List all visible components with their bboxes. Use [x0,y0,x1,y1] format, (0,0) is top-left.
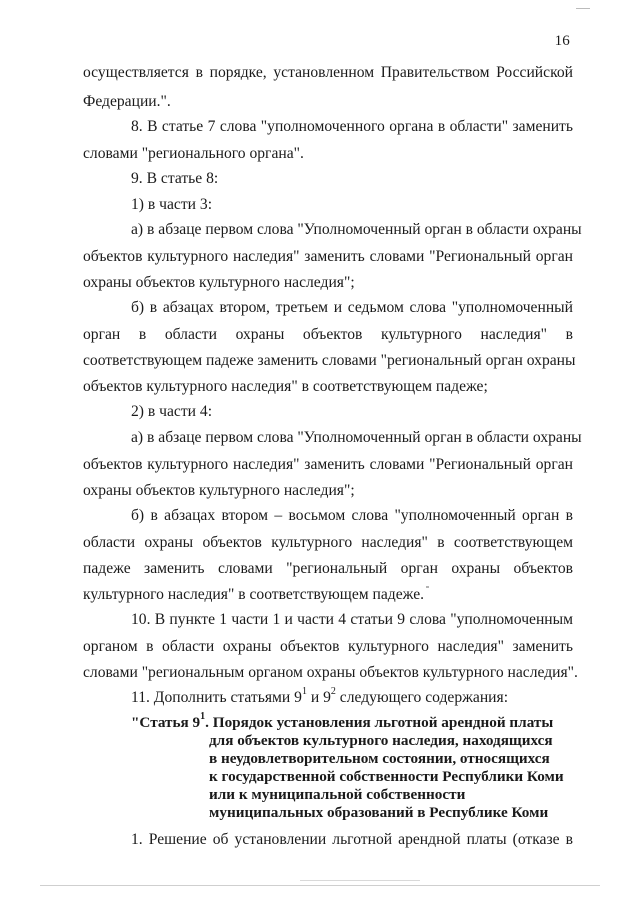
text-line: охраны объектов культурного наследия"; [83,482,355,499]
article-title-line: для объектов культурного наследия, находящихся [209,732,553,749]
article-title-line: . Порядок установления льготной арендной платы [205,714,554,731]
text-line: а) в абзаце первом слова "Уполномоченный орган в области охраны [131,221,582,238]
text-line: органом в области охраны объектов культурного наследия" заменить [83,638,573,655]
article-title-line: муниципальных образований в Республике Коми [209,804,549,821]
text-line: соответствующем падеже заменить словами "региональный орган охраны [83,352,576,369]
text-line: 8. В статье 7 слова "уполномоченного органа в области" заменить [131,118,573,135]
text-line: б) в абзацах втором – восьмом слова "уполномоченный орган в [131,507,573,524]
article-title-line: к государственной собственности Республики Коми [209,768,564,785]
text-line: словами "региональным органом охраны объектов культурного наследия". [83,664,578,681]
text-line: охраны объектов культурного наследия"; [83,274,355,291]
text-line-supplement [131,685,509,708]
text-fragment: и 9 [306,689,331,706]
article-title-line: или к муниципальной собственности [209,786,466,803]
article-title-line: в неудовлетворительном состоянии, относящихся [209,750,550,767]
page-number: 16 [554,33,570,49]
text-line: б) в абзацах втором, третьем и седьмом слова "уполномоченный [131,299,573,316]
text-fragment: следующего содержания: [335,689,509,706]
superscript: 1 [301,685,307,697]
text-line: культурного наследия" в соответствующем падеже. [83,586,425,603]
scan-artifact [300,880,420,881]
scan-speck [426,586,429,588]
text-line: объектов культурного наследия" заменить словами "Региональный орган [83,456,573,473]
text-fragment: 11. Дополнить статьями 9 [131,689,302,706]
text-line: 1. Решение об установлении льготной арендной платы (отказе в [131,831,573,848]
text-line: 10. В пункте 1 части 1 и части 4 статьи 9 слова "уполномоченным [131,611,573,628]
text-line: 2) в части 4: [131,403,213,420]
text-line: 1) в части 3: [131,196,213,213]
text-line: 9. В статье 8: [131,170,219,187]
text-line: Федерации.". [83,93,171,110]
text-line: объектов культурного наследия" в соответствующем падеже; [83,378,488,395]
scan-artifact [40,885,600,886]
text-line: области охраны объектов культурного наследия" в соответствующем [83,534,573,551]
scan-mark [576,8,590,9]
text-line: словами "регионального органа". [83,145,304,162]
superscript: 1 [200,710,206,722]
article-title [131,710,554,732]
text-line: а) в абзаце первом слова "Уполномоченный орган в области охраны [131,429,582,446]
text-line: объектов культурного наследия" заменить словами "Региональный орган [83,248,573,265]
text-line: осуществляется в порядке, установленном Правительством Российской [83,64,573,81]
superscript: 2 [330,685,336,697]
text-line: падеже заменить словами "региональный орган охраны объектов [83,560,573,577]
text-line: орган в области охраны объектов культурного наследия" в [83,326,573,343]
article-prefix: "Статья 9 [131,714,201,731]
